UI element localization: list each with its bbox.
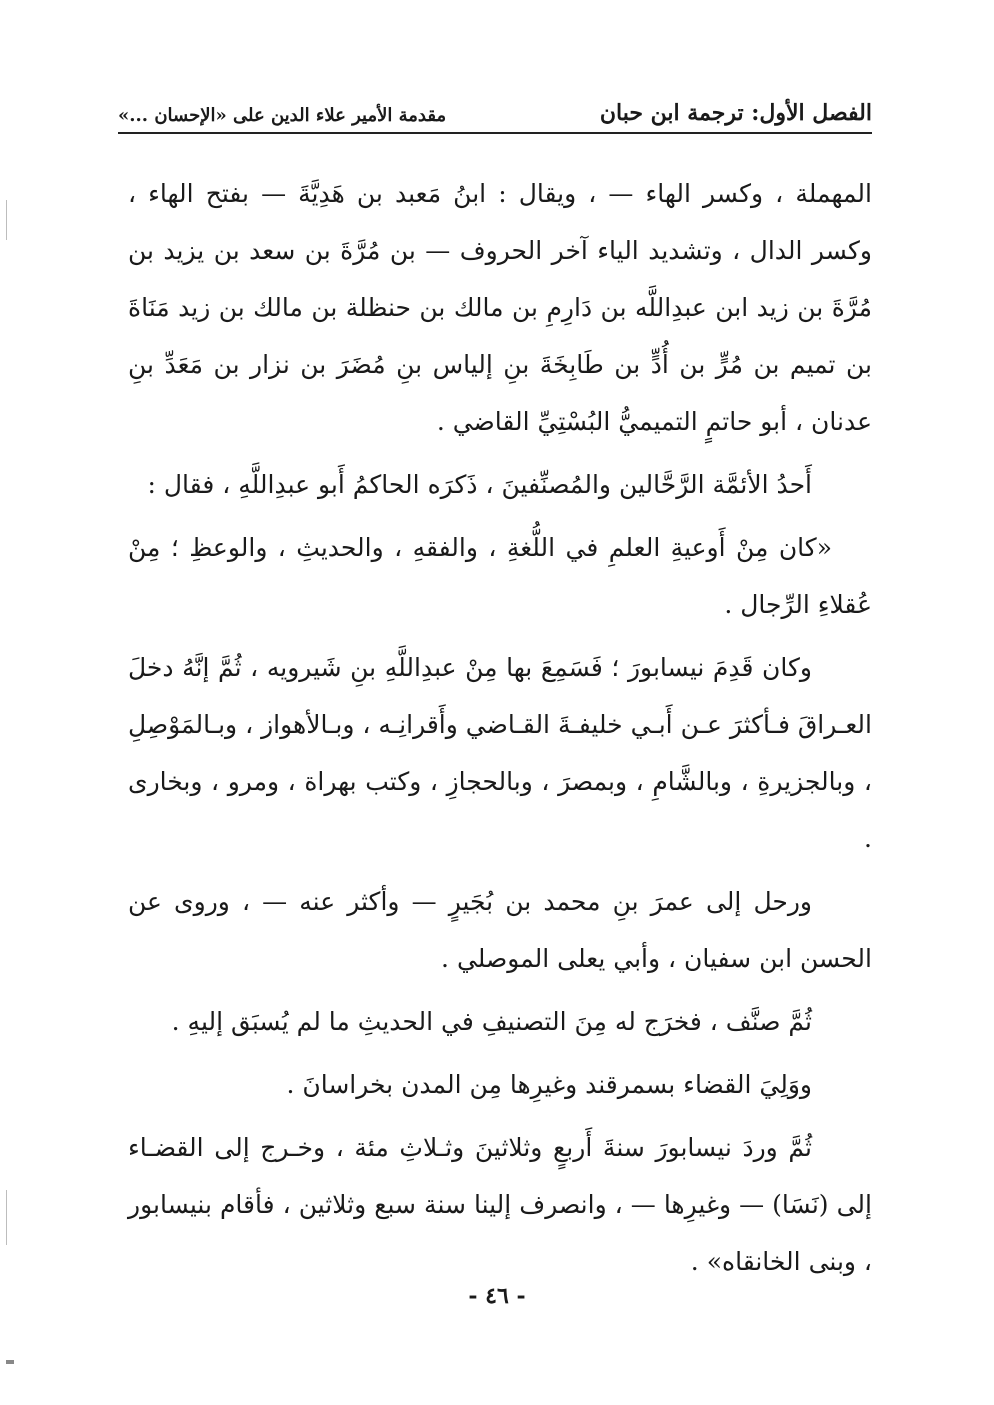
paragraph-writing: ثُمَّ صنَّف ، فخرَج له مِنَ التصنيفِ في الحديثِ ما لم يُسبَق إليهِ .	[171, 1007, 812, 1036]
running-header	[118, 86, 872, 126]
scan-edge-mark	[6, 1360, 14, 1364]
scan-edge-mark	[6, 1190, 7, 1245]
header-rule	[118, 132, 872, 134]
main-text	[128, 165, 872, 1296]
paragraph-teachers: ورحل إلى عمرَ بنِ محمد بن بُجَيرٍ — وأكثر عنه — ، وروى عن الحسن ابن سفيان ، وأبي يعلى الموصلي .	[128, 887, 872, 973]
paragraph-travels: وكان قَدِمَ نيسابورَ ؛ فَسَمِعَ بها مِنْ عبدِاللَّهِ بنِ شَيرويه ، ثُمَّ إنَّهُ دخلَ العـراقَ فـأكثرَ عـن أَبـي خليفـةَ القـاضي وأَقرانِـه ، وبـالأهواز ، وبـالمَوْصِلِ ، وبالجزيرةِ ، وبالشَّامِ ، وبمصرَ ، وبالحجازِ ، وكتب بهراة ، ومرو ، وبخارى .	[128, 653, 872, 853]
page-number: - ٤٦ -	[468, 1283, 526, 1309]
scan-edge-mark	[6, 200, 7, 240]
paragraph-lineage: المهملة ، وكسر الهاء — ، ويقال : ابنُ مَعبد بن هَدِيَّةَ — بفتح الهاء ، وكسر الدال ، وتشديد الياء آخر الحروف — بن مُرَّةَ بن سعد بن يزيد بن مُرَّةَ بن زيد ابن عبدِاللَّه بن دَارِمِ بن مالك بن حنظلة بن مالك بن زيد مَنَاةَ بن تميم بن مُرٍّ بن أُدٍّ بن طَابِخَةَ بنِ إلياس بنِ مُضَرَ بن نزار بن مَعَدِّ بنِ عدنان ، أبو حاتمٍ التميميُّ البُسْتِيِّ القاضي .	[128, 179, 872, 436]
paragraph-judgeship: ووَلِيَ القضاء بسمرقند وغيرِها مِن المدن بخراسانَ .	[286, 1070, 812, 1099]
paragraph-hakim-intro: أَحدُ الأئمَّة الرَّحَّالين والمُصنِّفينَ ، ذَكرَه الحاكمُ أَبو عبدِاللَّهِ ، فقال :	[147, 470, 812, 499]
paragraph-return: ثُمَّ وردَ نيسابورَ سنةَ أَربعٍ وثلاثينَ وثـلاثِ مئة ، وخـرج إلى القضـاء إلى (نَسَا) — وغيرِها — ، وانصرف إلينا سنة سبع وثلاثين ، فأقام بنيسابور ، وبنى الخانقاه» .	[128, 1133, 872, 1276]
section-title: مقدمة الأمير علاء الدين على «الإحسان ...»	[118, 105, 447, 126]
chapter-title: الفصل الأول: ترجمة ابن حبان	[599, 100, 872, 126]
paragraph-quote-start: «كان مِنْ أَوعيةِ العلمِ في اللُّغةِ ، والفقهِ ، والحديثِ ، والوعظِ ؛ مِنْ عُقلاءِ الرِّجال .	[128, 533, 872, 619]
